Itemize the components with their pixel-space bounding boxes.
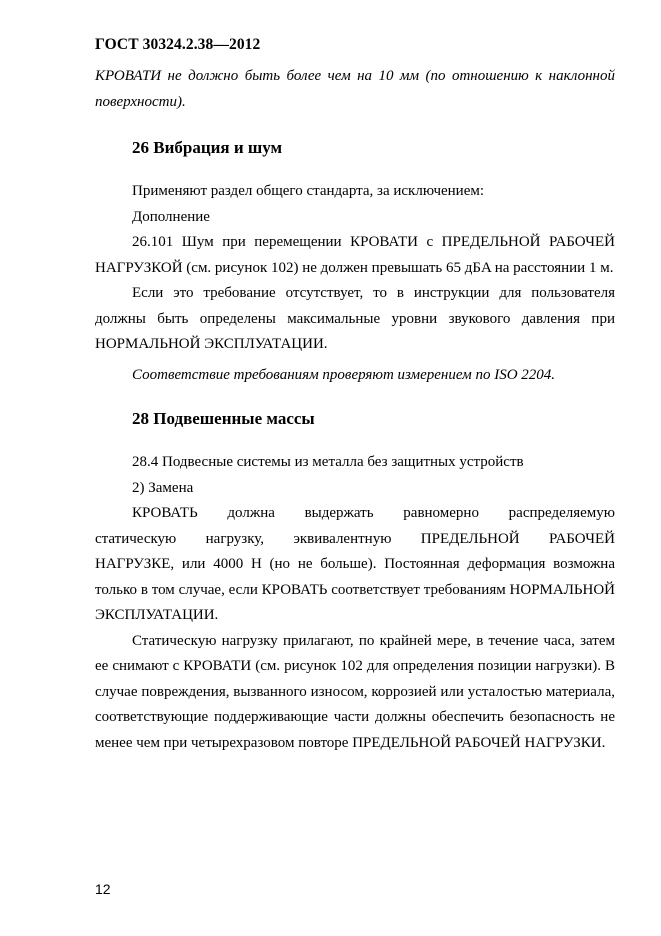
section-26-heading: 26 Вибрация и шум [132, 138, 283, 157]
intro-paragraph: КРОВАТИ не должно быть более чем на 10 мм (по отношению к наклонной поверхности). [95, 68, 615, 110]
section-28-paragraph-2: 2) Замена [132, 479, 194, 496]
section-28-heading: 28 Подвешенные массы [132, 409, 315, 428]
section-26-paragraph-1: Применяют раздел общего стандарта, за исключением: [132, 183, 485, 199]
section-28-paragraph-1: 28.4 Подвесные системы из металла без защитных устройств [132, 454, 524, 470]
page-number: 12 [95, 881, 111, 897]
section-28-paragraph-3-line-2: статическую нагрузку, эквивалентную ПРЕДЕЛЬНОЙ РАБОЧЕЙ [95, 530, 615, 547]
section-26-compliance-note: Соответствие требованиям проверяют измерением по ISO 2204. [132, 366, 556, 383]
document-body [95, 64, 615, 756]
document-header: ГОСТ 30324.2.38—2012 [95, 36, 261, 53]
section-28-paragraph-3-line-1: КРОВАТЬ должна выдержать равномерно распределяемую [132, 505, 615, 521]
section-26-paragraph-2: Дополнение [132, 208, 210, 225]
section-26-paragraph-4: Если это требование отсутствует, то в инструкции для пользователя должны быть определены максимальные уровни звукового давления при НОРМАЛЬНОЙ ЭКСПЛУАТАЦИИ. [95, 285, 615, 352]
section-28-paragraph-3-rest: НАГРУЗКЕ, или 4000 Н (но не больше). Постоянная деформация возможна только в том случае, если КРОВАТЬ соответствует требованиям НОРМАЛЬНОЙ ЭКСПЛУАТАЦИИ. [95, 556, 615, 623]
section-26-paragraph-3: 26.101 Шум при перемещении КРОВАТИ с ПРЕДЕЛЬНОЙ РАБОЧЕЙ НАГРУЗКОЙ (см. рисунок 102) не должен превышать 65 дБA на расстоянии 1 м. [95, 234, 615, 276]
section-28-paragraph-4: Статическую нагрузку прилагают, по крайней мере, в течение часа, затем ее снимают с КРОВАТИ (см. рисунок 102 для определения позиции нагрузки). В случае повреждения, вызванного износом, коррозией или усталостью материала, соответствующие поддерживающие части должны обеспечить безопасность не менее чем при четырехразовом повторе ПРЕДЕЛЬНОЙ РАБОЧЕЙ НАГРУЗКИ. [95, 632, 615, 751]
